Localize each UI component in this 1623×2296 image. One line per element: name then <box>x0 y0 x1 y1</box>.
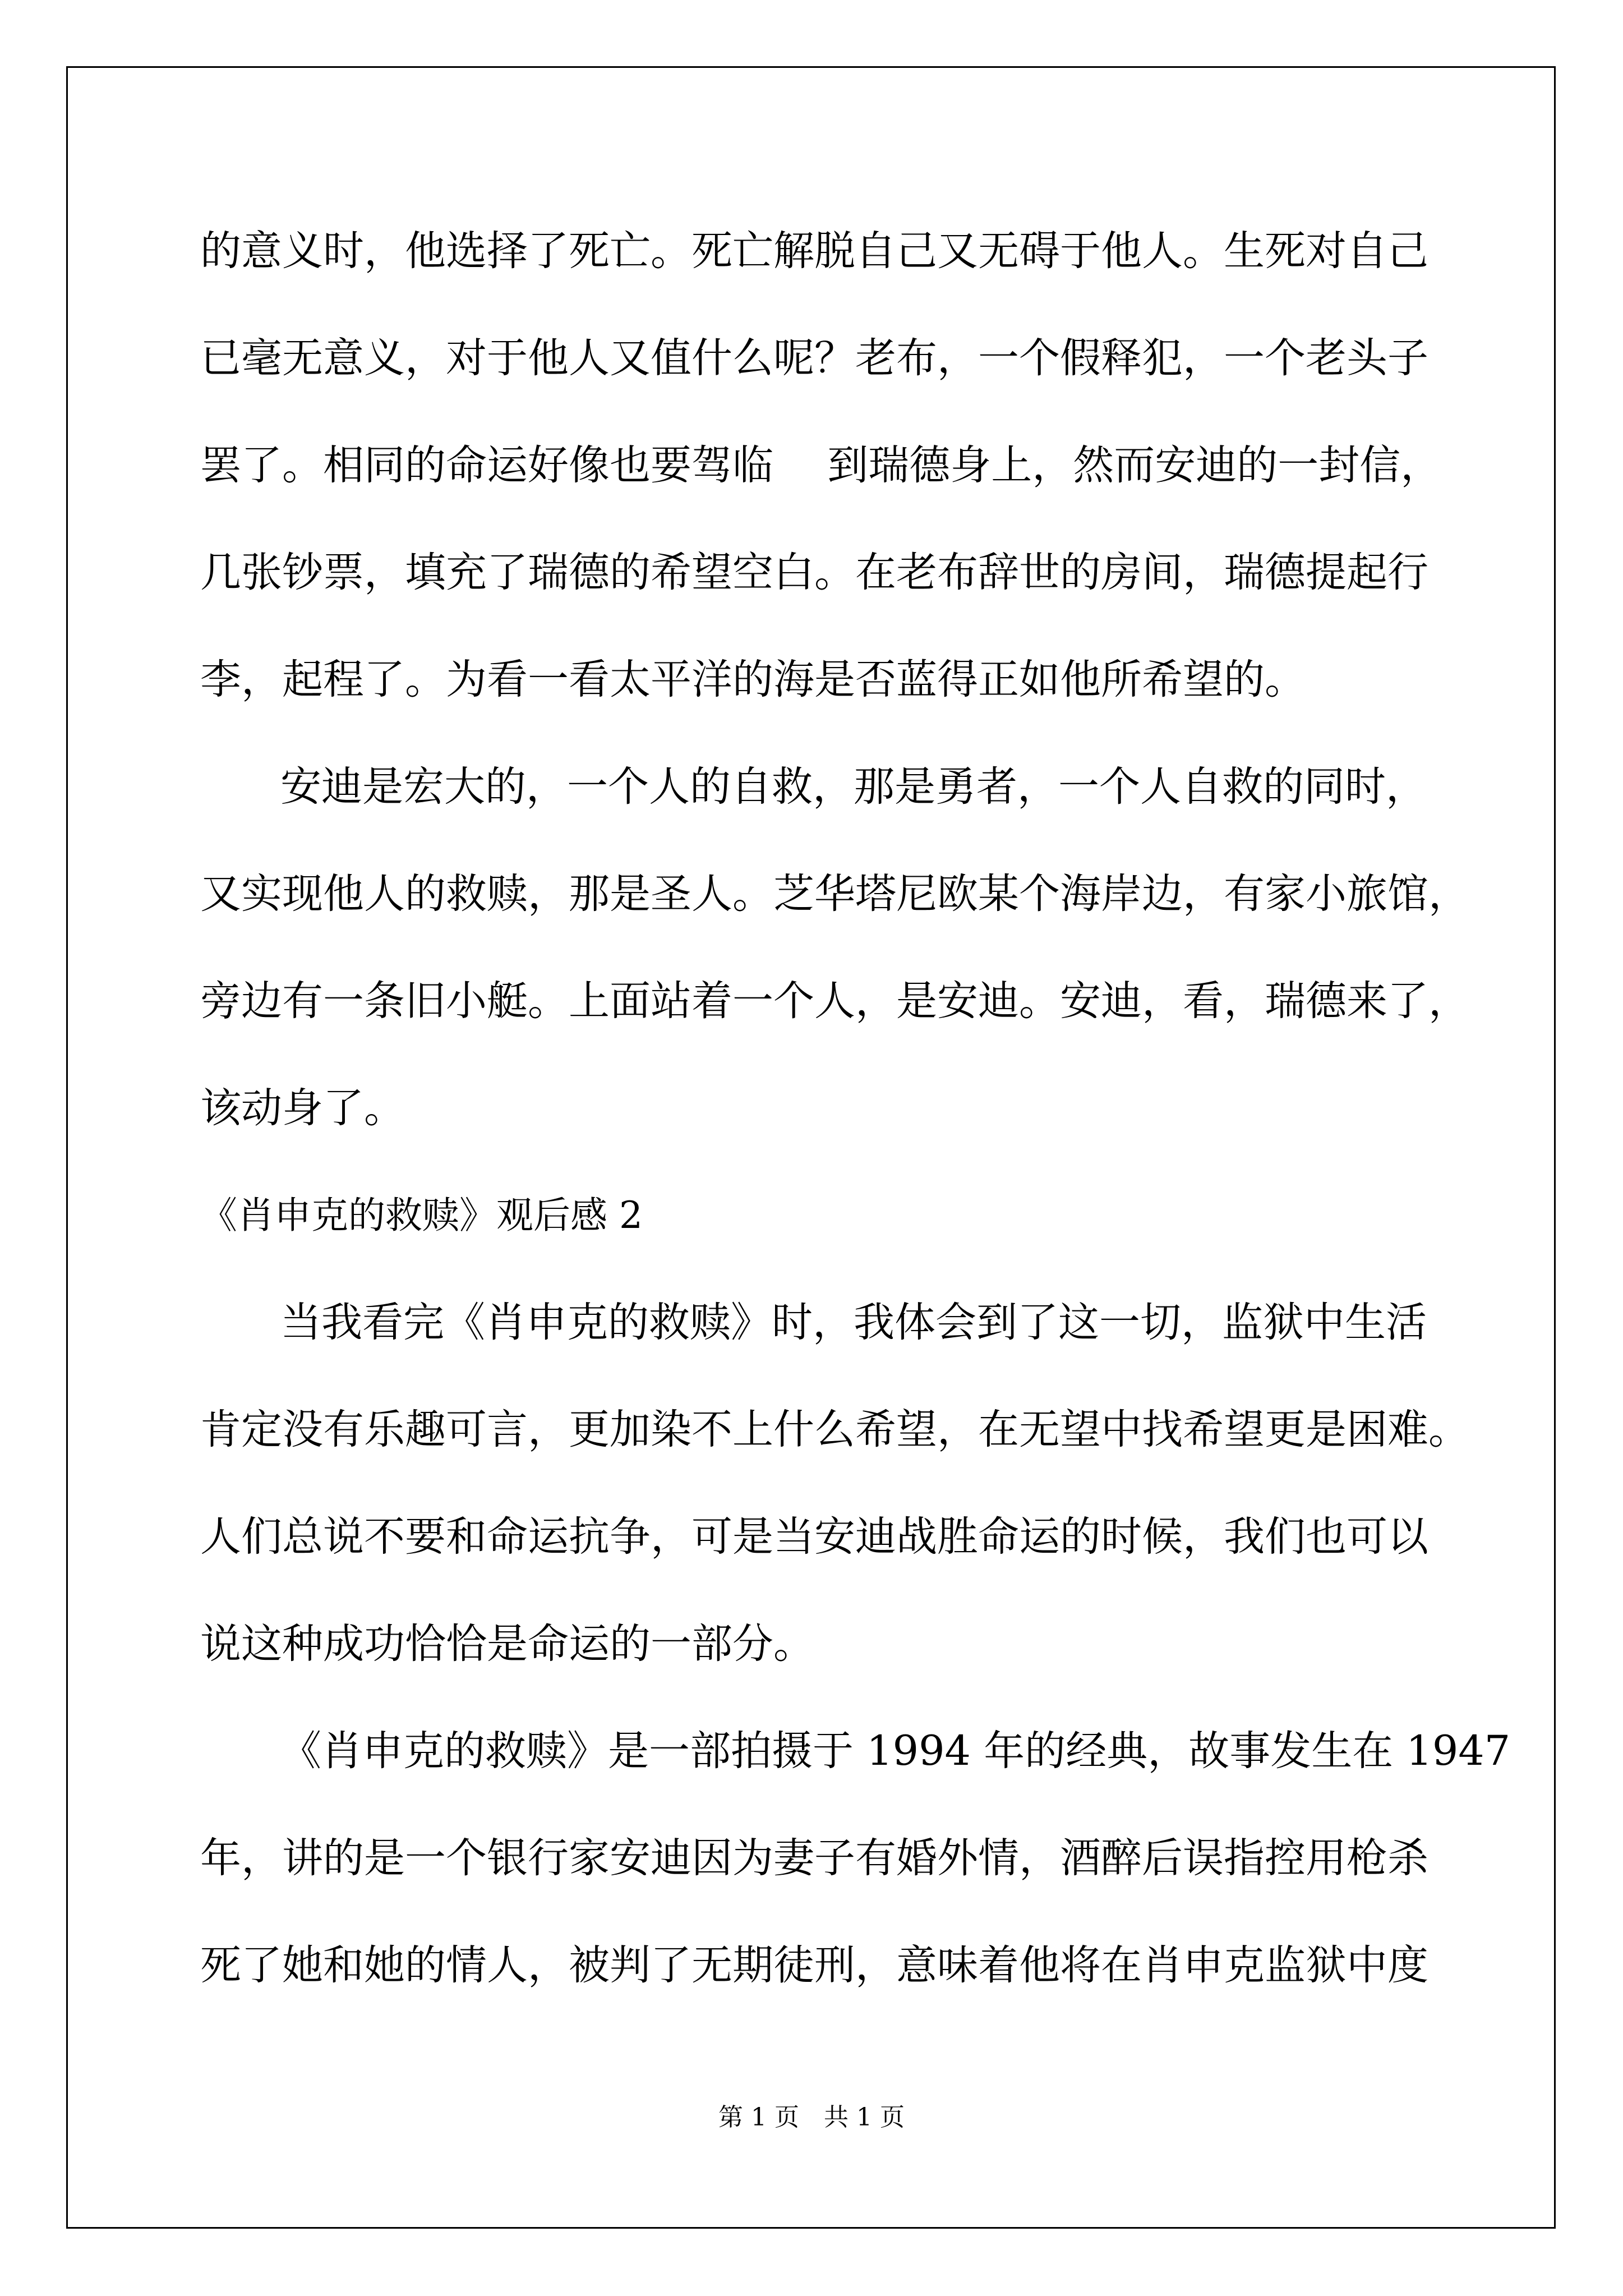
paragraph-line: 已毫无意义，对于他人又值什么呢？老布，一个假释犯，一个老头子 <box>200 334 1428 382</box>
paragraph-line: 说这种成功恰恰是命运的一部分。 <box>200 1620 814 1668</box>
paragraph-line: 肯定没有乐趣可言，更加染不上什么希望，在无望中找希望更是困难。 <box>200 1406 1469 1453</box>
paragraph-line: 人们总说不要和命运抗争，可是当安迪战胜命运的时候，我们也可以 <box>200 1513 1428 1561</box>
paragraph-line: 安迪是宏大的，一个人的自救，那是勇者，一个人自救的同时， <box>280 763 1427 811</box>
paragraph-line: 又实现他人的救赎，那是圣人。芝华塔尼欧某个海岸边，有家小旅馆， <box>200 870 1469 918</box>
page-border <box>66 66 1556 2229</box>
paragraph-line: 《肖申克的救赎》是一部拍摄于 1994 年的经典，故事发生在 1947 <box>280 1727 1511 1775</box>
paragraph-line: 当我看完《肖申克的救赎》时，我体会到了这一切，监狱中生活 <box>280 1299 1427 1346</box>
paragraph-line: 的意义时，他选择了死亡。死亡解脱自己又无碍于他人。生死对自己 <box>200 227 1428 275</box>
page-footer: 第 1 页 共 1 页 <box>718 2103 905 2132</box>
paragraph-line: 旁边有一条旧小艇。上面站着一个人，是安迪。安迪，看，瑞德来了， <box>200 977 1469 1025</box>
paragraph-line: 罢了。相同的命运好像也要驾临 到瑞德身上，然而安迪的一封信， <box>200 441 1442 489</box>
paragraph-line: 李，起程了。为看一看太平洋的海是否蓝得正如他所希望的。 <box>200 656 1306 703</box>
paragraph-line: 年，讲的是一个银行家安迪因为妻子有婚外情，酒醉后误指控用枪杀 <box>200 1834 1428 1882</box>
paragraph-line: 死了她和她的情人，被判了无期徒刑，意味着他将在肖申克监狱中度 <box>200 1941 1428 1989</box>
paragraph-line: 几张钞票，填充了瑞德的希望空白。在老布辞世的房间，瑞德提起行 <box>200 549 1428 596</box>
paragraph-line: 该动身了。 <box>200 1084 405 1132</box>
section-heading: 《肖申克的救赎》观后感 2 <box>200 1194 643 1237</box>
